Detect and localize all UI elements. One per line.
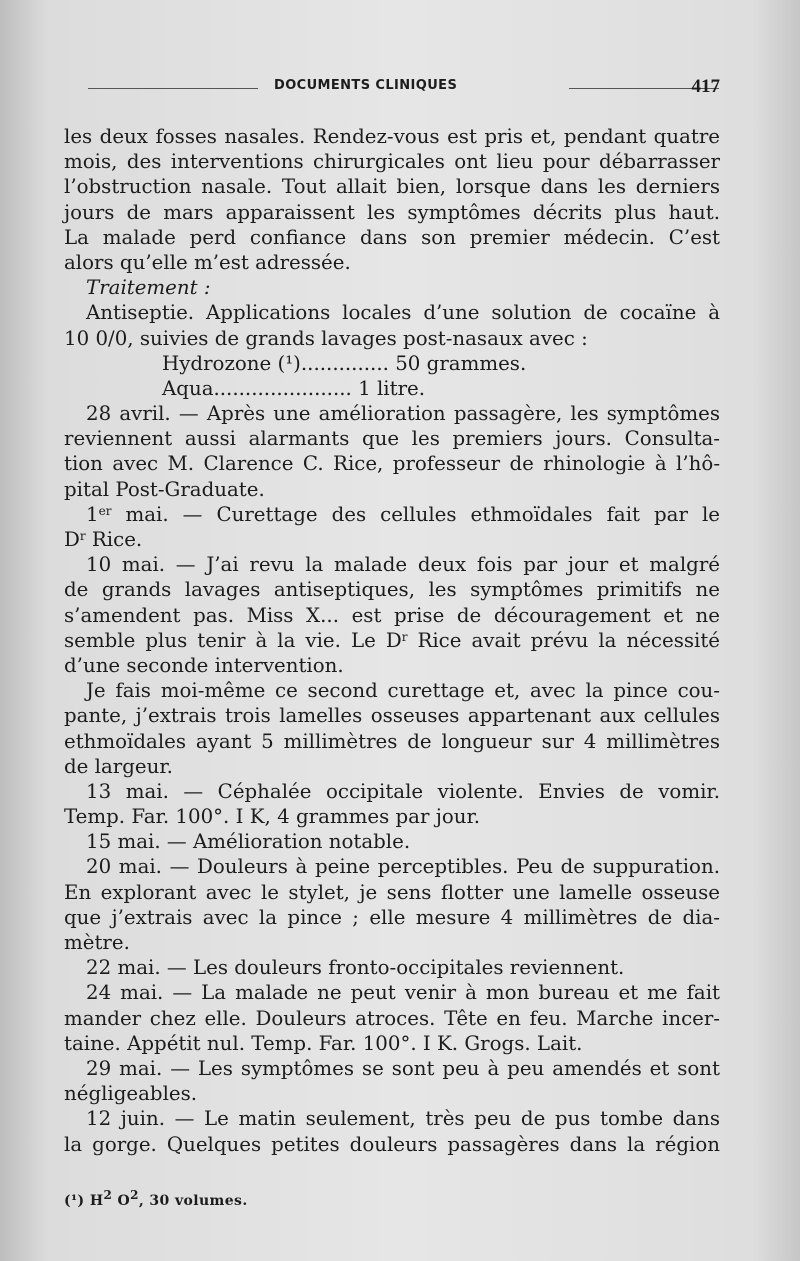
text-line: mander chez elle. Douleurs atroces. Tête en feu. Marche incer- [64, 1006, 720, 1030]
header-rule-left [88, 88, 258, 89]
text-line: Temp. Far. 100°. I K, 4 grammes par jour. [64, 805, 481, 829]
text-line: 10 0/0, suivies de grands lavages post-nasaux avec : [64, 326, 588, 350]
page-header [64, 76, 720, 100]
text-line: 10 mai. — J’ai revu la malade deux fois par jour et malgré [86, 553, 720, 577]
text-line: que j’extrais avec la pince ; elle mesure 4 millimètres de dia- [64, 905, 720, 929]
text-line: s’amendent pas. Miss X... est prise de découragement et ne [64, 603, 720, 627]
text-line: Je fais moi-même ce second curettage et, avec la pince cou- [86, 679, 720, 703]
text-line: semble plus tenir à la vie. Le $D^r$ Rice avait prévu la nécessité [64, 628, 720, 652]
text-line: Antiseptie. Applications locales d’une solution de cocaïne à [86, 301, 720, 325]
page-number: 417 [691, 76, 720, 97]
formula-line-aqua: Aqua...................... 1 litre. [162, 376, 426, 400]
text-line: 12 juin. — Le matin seulement, très peu de pus tombe dans [86, 1107, 720, 1131]
text-line: 1er mai. — Curettage des cellules ethmoïdales fait par le [86, 502, 720, 526]
text-line: mois, des interventions chirurgicales ont lieu pour débarrasser [64, 150, 720, 174]
text-line: négligeables. [64, 1082, 198, 1106]
running-head: DOCUMENTS CLINIQUES [274, 78, 458, 93]
text-line: de grands lavages antiseptiques, les symptômes primitifs ne [64, 578, 720, 602]
text-line: la gorge. Quelques petites douleurs passagères dans la région [64, 1132, 720, 1156]
text-line: taine. Appétit nul. Temp. Far. 100°. I K. Grogs. Lait. [64, 1031, 583, 1055]
text-line: 13 mai. — Céphalée occipitale violente. Envies de vomir. [86, 779, 720, 803]
text-line: $D^r$ Rice. [64, 528, 143, 551]
text-line: de largeur. [64, 754, 173, 778]
text-line: alors qu’elle m’est adressée. [64, 250, 351, 274]
text-line: d’une seconde intervention. [64, 653, 344, 677]
text-line: 29 mai. — Les symptômes se sont peu à peu amendés et sont [86, 1056, 720, 1080]
text-line: tion avec M. Clarence C. Rice, professeur de rhinologie à l’hô- [64, 452, 720, 476]
text-line: jours de mars apparaissent les symptômes décrits plus haut. [64, 200, 720, 224]
text-line: La malade perd confiance dans son premier médecin. C’est [64, 225, 720, 249]
text-line: 28 avril. — Après une amélioration passagère, les symptômes [86, 402, 720, 426]
text-line: ethmoïdales ayant 5 millimètres de longueur sur 4 millimètres [64, 729, 720, 753]
text-line: pital Post-Graduate. [64, 477, 265, 501]
text-line: reviennent aussi alarmants que les premiers jours. Consulta- [64, 427, 720, 451]
text-line: mètre. [64, 931, 130, 954]
text-line: 22 mai. — Les douleurs fronto-occipitales reviennent. [86, 956, 625, 980]
text-line: 15 mai. — Amélioration notable. [86, 830, 411, 854]
text-line: En explorant avec le stylet, je sens flotter une lamelle osseuse [64, 880, 720, 904]
formula-line-hydrozone: Hydrozone (¹).............. 50 grammes. [162, 351, 527, 375]
body-text [64, 124, 720, 1157]
text-line: l’obstruction nasale. Tout allait bien, lorsque dans les derniers [64, 175, 720, 199]
text-line: pante, j’extrais trois lamelles osseuses appartenant aux cellules [64, 704, 720, 728]
text-line: 24 mai. — La malade ne peut venir à mon bureau et me fait [86, 981, 720, 1005]
section-heading-traitement: Traitement : [86, 276, 211, 300]
footnote: (¹) $H^2$ $O^2$, 30 volumes. [64, 1188, 248, 1209]
text-line: les deux fosses nasales. Rendez-vous est pris et, pendant quatre [64, 125, 720, 148]
text-line: 20 mai. — Douleurs à peine perceptibles. Peu de suppuration. [86, 855, 720, 879]
